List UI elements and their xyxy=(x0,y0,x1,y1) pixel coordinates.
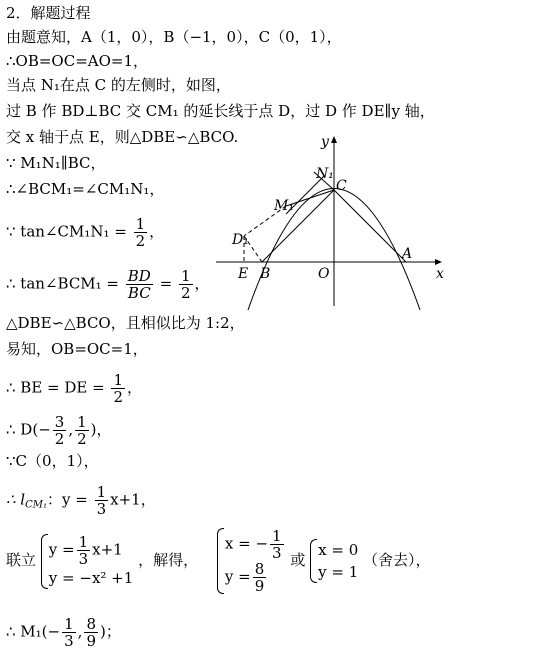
label-o: O xyxy=(318,266,330,282)
line-ob-oc: 易知，OB=OC=1， xyxy=(6,340,148,358)
point-d-text: ∴ D( xyxy=(6,420,39,439)
fraction-half-2: $\frac{1}{2}$ xyxy=(180,267,191,302)
system-equations: y = $\frac{1}{3}$ x+1 y = −x² +1 xyxy=(41,534,134,589)
line-similar: 交 x 轴于点 E，则△DBE∽△BCO. xyxy=(6,128,239,146)
line-system: 联立 y = $\frac{1}{3}$ x+1 y = −x² +1 ，解得， x = − $\frac{1}{3}$ y = $\frac{8}{9}$ 或 x = 0 y = 1 （舍去）， xyxy=(6,527,431,595)
label-a: A xyxy=(402,246,413,262)
fraction-bd-bc: $\frac{BD}{BC}$ xyxy=(127,267,151,302)
line-point-c: ∵C（0，1）， xyxy=(6,452,99,470)
section-heading: 2．解题过程 xyxy=(6,4,91,22)
be-de-text: ∴ BE = DE = xyxy=(6,378,105,397)
geometry-figure xyxy=(210,130,446,310)
y-axis-arrow xyxy=(331,136,337,143)
fraction-half-4: $\frac{1}{2}$ xyxy=(77,413,87,448)
line-given-points: 由题意知，A（1，0），B（−1，0），C（0，1）， xyxy=(6,28,342,46)
line-construction: 过 B 作 BD⊥BC 交 CM₁ 的延长线于点 D，过 D 作 DE∥y 轴， xyxy=(6,102,435,120)
system-solution-1: x = − $\frac{1}{3}$ y = $\frac{8}{9}$ xyxy=(217,528,286,594)
line-tan-bcm: ∴ tan∠BCM₁ = $\frac{BD}{BC}$ = $\frac{1}{2}$ ， xyxy=(6,267,210,302)
line-tan-cmn: ∵ tan∠CM₁N₁ = $\frac{1}{2}$ ， xyxy=(6,215,165,250)
line-ratio: △DBE∽△BCO，且相似比为 1:2， xyxy=(6,314,245,332)
label-n1: N₁ xyxy=(316,166,334,182)
label-x: x xyxy=(436,266,444,282)
x-axis-arrow xyxy=(435,259,442,265)
line-be-de: ∴ BE = DE = $\frac{1}{2}$ ， xyxy=(6,371,143,406)
line-equal-lengths: ∴OB=OC=AO=1， xyxy=(6,52,149,70)
line-parallel: ∵ M₁N₁∥BC， xyxy=(6,154,106,172)
fraction-half-3: $\frac{1}{2}$ xyxy=(113,371,124,406)
line-bc xyxy=(262,190,334,262)
fraction-half: $\frac{1}{2}$ xyxy=(135,215,146,250)
line-line-cm: ∴ $l_{CM_1}$：y = $\frac{1}{3}$ x+1， xyxy=(6,483,156,518)
line-point-m1: ∴ M₁(− $\frac{1}{3}$ , $\frac{8}{9}$ )； xyxy=(6,615,121,650)
system-solution-2: x = 0 y = 1 xyxy=(310,539,358,583)
label-e: E xyxy=(238,266,249,282)
tan-cmn-text: ∵ tan∠CM₁N₁ = xyxy=(6,222,127,241)
label-c: C xyxy=(336,178,347,194)
label-m1: M₁ xyxy=(274,198,294,214)
label-y: y xyxy=(321,134,329,150)
line-point-d: ∴ D(− $\frac{3}{2}$ , $\frac{1}{2}$ )， xyxy=(6,413,112,448)
fraction-three-halves: $\frac{3}{2}$ xyxy=(54,413,65,448)
fraction-third: $\frac{1}{3}$ xyxy=(96,483,107,518)
line-ca xyxy=(334,190,406,262)
line-angle-equal: ∴∠BCM₁=∠CM₁N₁， xyxy=(6,180,165,198)
label-b: B xyxy=(260,266,271,282)
tan-bcm-text: ∴ tan∠BCM₁ = xyxy=(6,274,119,293)
line-case-left: 当点 N₁在点 C 的左侧时，如图， xyxy=(6,76,231,94)
label-d1: D₁ xyxy=(232,232,249,248)
